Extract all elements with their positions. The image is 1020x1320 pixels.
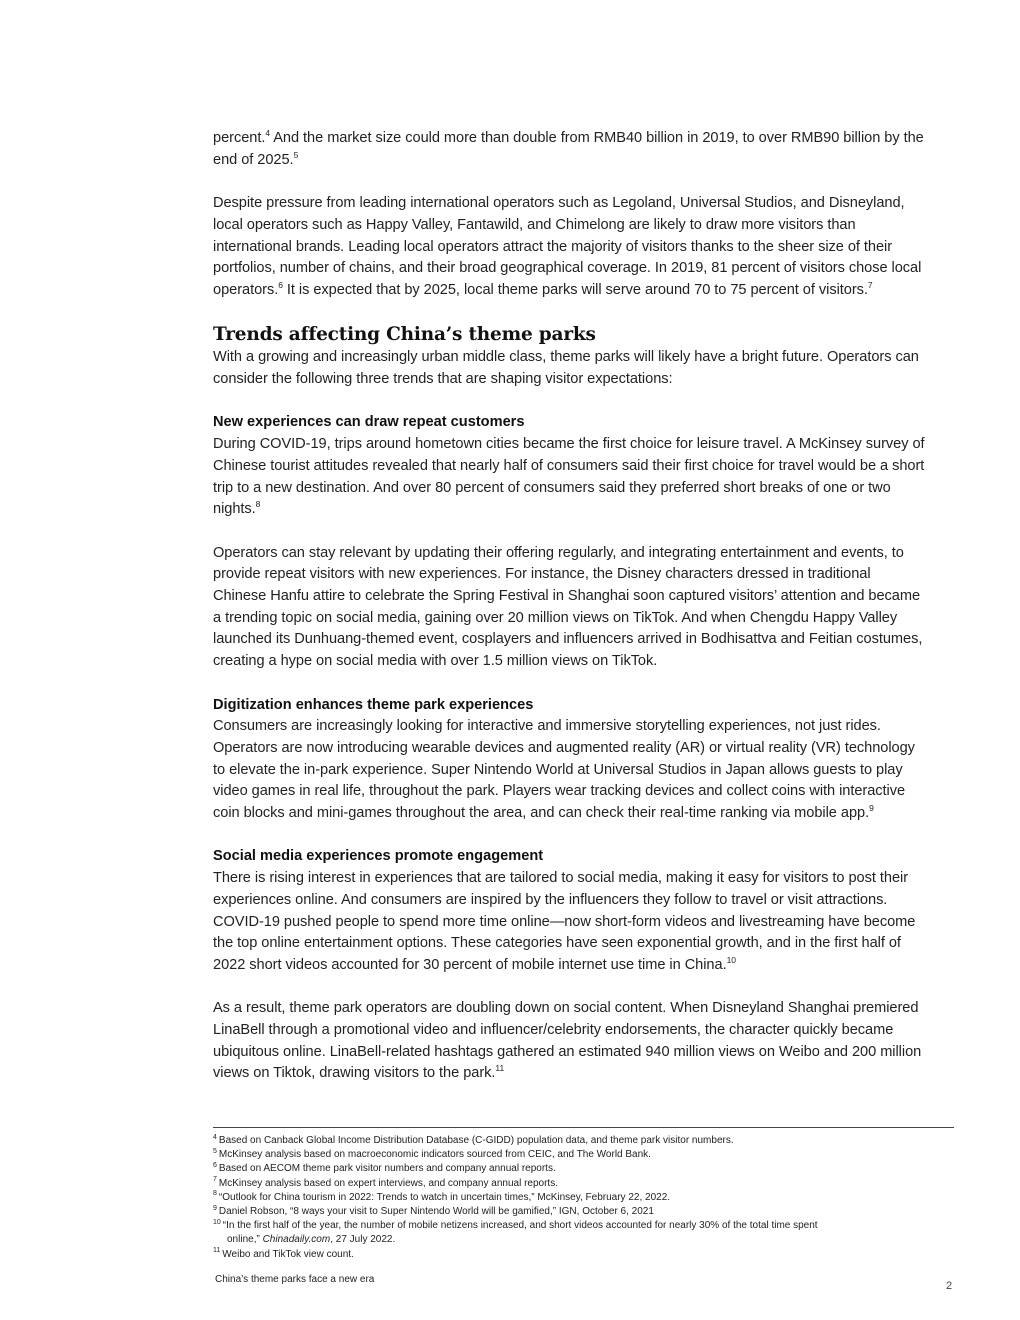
article-body bbox=[213, 128, 925, 1107]
trend-heading-new-experiences: New experiences can draw repeat customers bbox=[213, 414, 525, 431]
footnote-ref[interactable]: 9 bbox=[869, 803, 874, 814]
footnote-item: $^4$ Based on Canback Global Income Distribution Database (C-GIDD) population data, and theme park visitor numbers. bbox=[213, 1133, 734, 1146]
footnote-item: $^6$ Based on AECOM theme park visitor numbers and company annual reports. bbox=[213, 1162, 556, 1175]
paragraph-interactive-experiences: Consumers are increasingly looking for interactive and immersive storytelling experiences, not just rides. Operators are now introducing wearable devices and augmented reality (AR) or virtual reality (VR) technology to elevate the in-park experience. Super Nintendo World at Universal Studios in Japan allows guests to play video games in real life, throughout the park. Players wear tracking devices and collect coins with interactive coin blocks and mini-games throughout the area, and can check their real-time ranking via mobile app.$^9$ bbox=[213, 718, 915, 822]
footnote-ref[interactable]: 7 bbox=[867, 280, 873, 291]
footnote-ref[interactable]: 11 bbox=[495, 1063, 505, 1074]
footnote-item: $^{11}$ Weibo and TikTok view count. bbox=[213, 1247, 354, 1260]
footnote-item: $^7$ McKinsey analysis based on expert interviews, and company annual reports. bbox=[213, 1176, 558, 1189]
paragraph-social-interest: There is rising interest in experiences that are tailored to social media, making it easy for visitors to post their experiences online. And consumers are inspired by the influencers they follow to travel or visit attractions. COVID-19 pushed people to spend more time online—now short-form videos and livestreaming have become the top online entertainment options. These categories have seen exponential growth, and in the first half of 2022 short videos accounted for 30 percent of mobile internet use time in China.$^{10}$ bbox=[213, 870, 916, 973]
footnote-item: $^5$ McKinsey analysis based on macroeconomic indicators sourced from CEIC, and The World Bank. bbox=[213, 1147, 651, 1161]
paragraph-market-size: percent.$^4$ And the market size could more than double from RMB40 billion in 2019, to over RMB90 billion by the end of 2025.$^5$ bbox=[213, 128, 924, 168]
footnote-item: $^{10}$ “In the first half of the year, the number of mobile netizens increased, and short videos accounted for nearly 30% of the total time spent online,” Chinadaily.com, 27 July 2022. bbox=[213, 1218, 818, 1246]
footnote-ref[interactable]: 8 bbox=[255, 499, 261, 510]
page-number: 2 bbox=[946, 1280, 953, 1292]
paragraph-operators-relevance: Operators can stay relevant by updating their offering regularly, and integrating entertainment and events, to provide repeat visitors with new experiences. For instance, the Disney characters dressed in traditional Chinese Hanfu attire to celebrate the Spring Festival in Shanghai soon captured visitors’ attention and became a trending topic on social media, gaining over 20 million views on TikTok. And when Chengdu Happy Valley launched its Dunhuang-themed event, cosplayers and influencers arrived in Bodhisattva and Feitian costumes, creating a hype on social media with over 1.5 million views on TikTok. bbox=[213, 544, 923, 670]
footnotes bbox=[213, 1134, 933, 1262]
footnote-ref[interactable]: 4 bbox=[265, 128, 271, 139]
paragraph-covid-travel: During COVID-19, trips around hometown cities became the first choice for leisure travel. A McKinsey survey of Chinese tourist attitudes revealed that nearly half of consumers said their first choice for travel would be a short trip to a new destination. And over 80 percent of consumers said they preferred short breaks of one or two nights.$^8$ bbox=[213, 436, 925, 518]
section-heading: Trends affecting China’s theme parks bbox=[213, 324, 596, 346]
footnote-ref[interactable]: 10 bbox=[726, 955, 736, 966]
paragraph-linabell: As a result, theme park operators are doubling down on social content. When Disneyland Shanghai premiered LinaBell through a promotional video and influencer/celebrity endorsements, the character quickly became ubiquitous online. LinaBell-related hashtags gathered an estimated 940 million views on Weibo and 200 million views on Tiktok, drawing visitors to the park.$^{11}$ bbox=[213, 1000, 922, 1082]
footnote-item: $^8$ “Outlook for China tourism in 2022: Trends to watch in uncertain times,” McKinsey, February 22, 2022. bbox=[213, 1190, 671, 1203]
paragraph-intro-trends: With a growing and increasingly urban middle class, theme parks will likely have a bright future. Operators can consider the following three trends that are shaping visitor expectations: bbox=[213, 349, 919, 387]
footer-title: China’s theme parks face a new era bbox=[215, 1274, 375, 1285]
footnote-ref[interactable]: 6 bbox=[278, 280, 283, 291]
trend-heading-digitization: Digitization enhances theme park experiences bbox=[213, 696, 534, 713]
paragraph-local-operators: Despite pressure from leading international operators such as Legoland, Universal Studios, and Disneyland, local operators such as Happy Valley, Fantawild, and Chimelong are likely to draw more visitors than international brands. Leading local operators attract the majority of visitors thanks to the sheer size of their portfolios, number of chains, and their broad geographical coverage. In 2019, 81 percent of visitors chose local operators.$^6$ It is expected that by 2025, local theme parks will serve around 70 to 75 percent of visitors.$^7$ bbox=[213, 195, 922, 298]
footnote-ref[interactable]: 5 bbox=[293, 149, 299, 160]
trend-heading-social-media: Social media experiences promote engagement bbox=[213, 848, 544, 865]
footnote-item: $^9$ Daniel Robson, “8 ways your visit to Super Nintendo World will be gamified,” IGN, October 6, 2021 bbox=[213, 1204, 654, 1218]
footnote-divider bbox=[213, 1127, 954, 1128]
